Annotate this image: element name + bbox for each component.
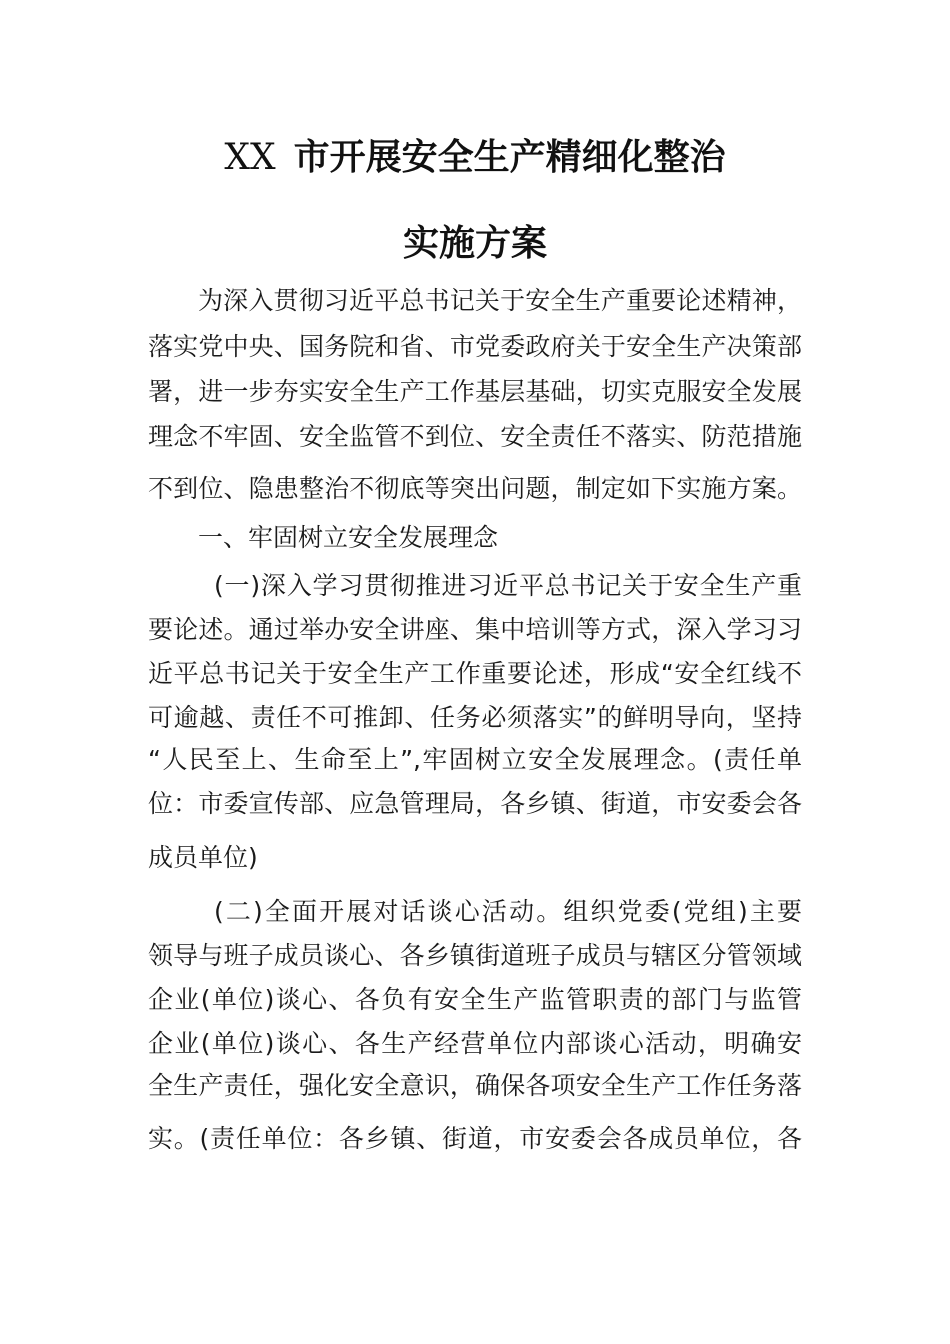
intro-line-1: 为深入贯彻习近平总书记关于安全生产重要论述精神， (198, 286, 802, 315)
item-2-line-3: 企业(单位)谈心、各负有安全生产监管职责的部门与监管 (148, 985, 802, 1014)
item-1-line-4: 可逾越、责任不可推卸、任务必须落实”的鲜明导向，坚持 (148, 703, 802, 732)
item-2-line-5: 全生产责任，强化安全意识，确保各项安全生产工作任务落 (148, 1071, 802, 1100)
document-title-line-2: 实施方案 (402, 223, 547, 264)
section-heading-1: 一、牢固树立安全发展理念 (198, 523, 499, 552)
item-1-line-7: 成员单位) (148, 843, 258, 872)
item-2-line-4: 企业(单位)谈心、各生产经营单位内部谈心活动，明确安 (148, 1029, 802, 1058)
item-1-line-5: “人民至上、生命至上”,牢固树立安全发展理念。(责任单 (148, 745, 802, 774)
title-prefix: XX (224, 137, 276, 178)
intro-line-3: 署，进一步夯实安全生产工作基层基础，切实克服安全发展 (148, 377, 802, 406)
document-title-line-1 (0, 136, 950, 180)
item-1-line-6: 位：市委宣传部、应急管理局，各乡镇、街道，市安委会各 (148, 789, 802, 818)
intro-line-5: 不到位、隐患整治不彻底等突出问题，制定如下实施方案。 (148, 474, 802, 503)
item-1-line-1: (一)深入学习贯彻推进习近平总书记关于安全生产重 (214, 571, 802, 600)
item-1-line-2: 要论述。通过举办安全讲座、集中培训等方式，深入学习习 (148, 615, 802, 644)
item-1-line-3: 近平总书记关于安全生产工作重要论述，形成“安全红线不 (148, 659, 802, 688)
intro-line-2: 落实党中央、国务院和省、市党委政府关于安全生产决策部 (148, 332, 802, 361)
item-2-line-6: 实。(责任单位：各乡镇、街道，市安委会各成员单位，各 (148, 1124, 802, 1153)
title-main: 市开展安全生产精细化整治 (293, 137, 726, 178)
item-2-line-1: (二)全面开展对话谈心活动。组织党委(党组)主要 (214, 897, 802, 926)
intro-line-4: 理念不牢固、安全监管不到位、安全责任不落实、防范措施 (148, 422, 802, 451)
item-2-line-2: 领导与班子成员谈心、各乡镇街道班子成员与辖区分管领域 (148, 941, 802, 970)
